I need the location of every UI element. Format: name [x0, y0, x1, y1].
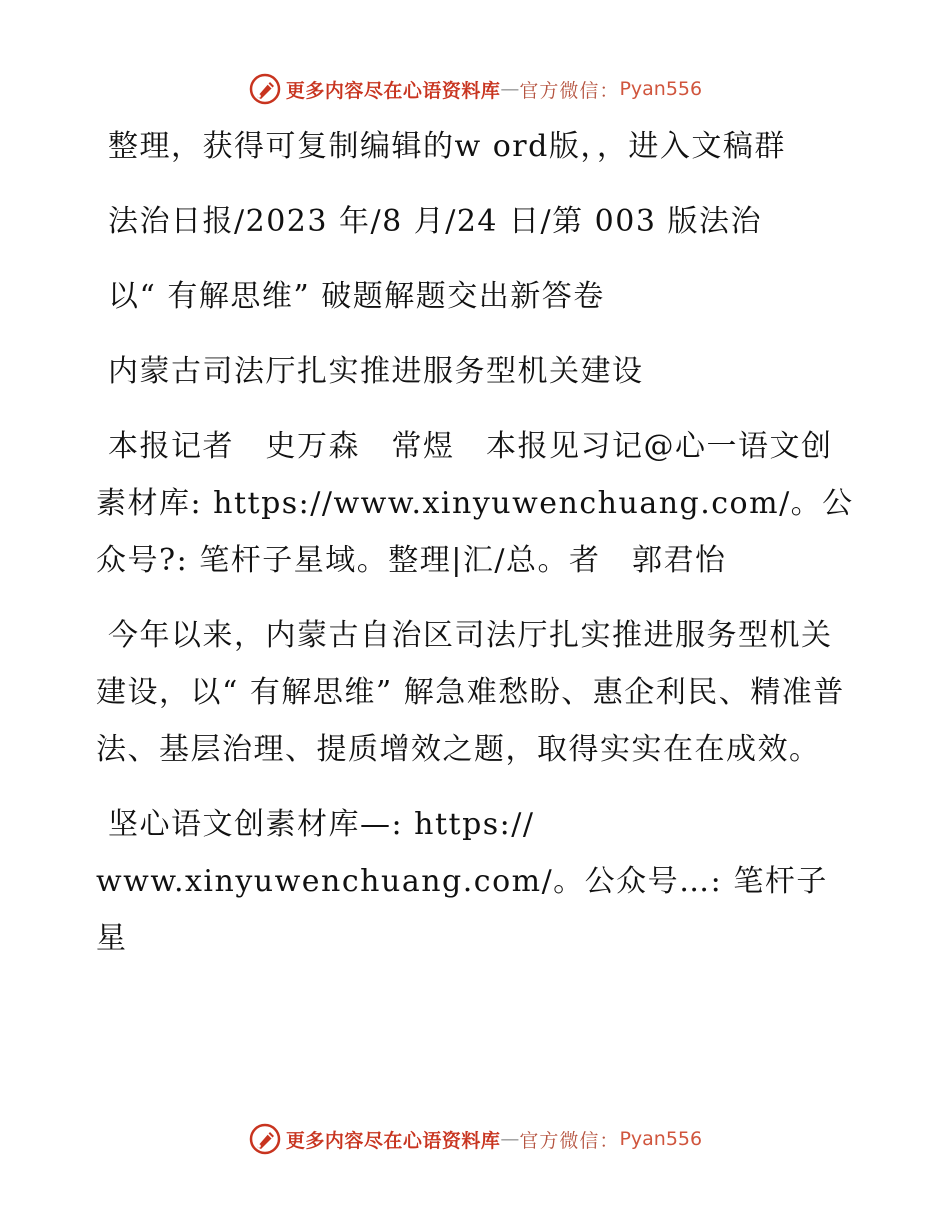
- banner-separator: —: [500, 1128, 520, 1150]
- byline-paragraph: 本报记者 史万森 常煜 本报见习记@心一语文创素材库: https://www.xinyuwenchuang.com/。公众号?: 笔杆子星域。整理|汇/总。者 郭君怡: [96, 429, 854, 578]
- article-subtitle: 内蒙古司法厅扎实推进服务型机关建设: [108, 354, 644, 389]
- body-paragraph: 今年以来，内蒙古自治区司法厅扎实推进服务型机关建设，以“ 有解思维” 解急难愁盼、惠企利民、精准普法、基层治理、提质增效之题，取得实实在在成效。: [96, 618, 845, 767]
- body-paragraph: 坚心语文创素材库—: https://: [108, 807, 535, 842]
- document-body: [96, 118, 856, 967]
- article-title: 以“ 有解思维” 破题解题交出新答卷: [108, 279, 605, 314]
- banner-wechat-label: 官方微信：: [519, 1129, 620, 1152]
- banner-main-text: 更多内容尽在心语资料库: [285, 79, 501, 102]
- source-line: 法治日报/2023 年/8 月/24 日/第 003 版法治: [108, 204, 762, 239]
- banner-separator: —: [500, 78, 520, 100]
- intro-paragraph: 整理，获得可复制编辑的w ord版，，进入文稿群: [108, 129, 786, 164]
- pen-nib-logo-icon: [248, 1122, 282, 1156]
- footer-banner: [0, 1122, 950, 1156]
- banner-wechat-id: Pyan556: [619, 1128, 703, 1150]
- banner-main-text: 更多内容尽在心语资料库: [285, 1129, 501, 1152]
- banner-wechat-label: 官方微信：: [519, 79, 620, 102]
- body-paragraph: www.xinyuwenchuang.com/。公众号…: 笔杆子星: [96, 864, 828, 956]
- banner-wechat-id: Pyan556: [619, 78, 703, 100]
- pen-nib-logo-icon: [248, 72, 282, 106]
- header-banner: [0, 72, 950, 106]
